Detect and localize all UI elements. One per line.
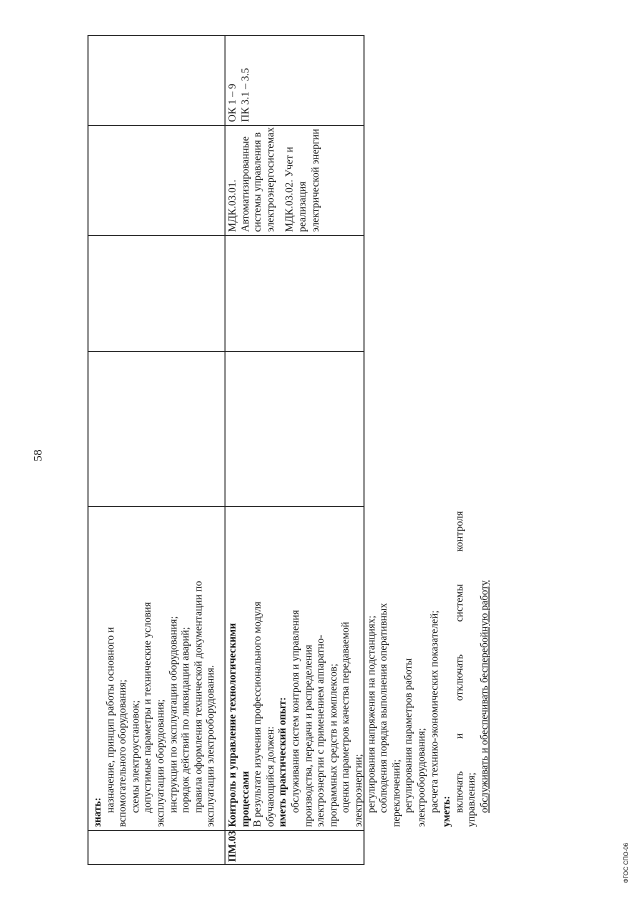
knowledge-line: порядок действий по ликвидации аварий; (180, 626, 192, 813)
skills-line: обслуживать и обеспечивать бесперебойную работу (478, 580, 490, 813)
experience-line: регулирования параметров работы (403, 658, 415, 813)
knowledge-line: эксплуатации электрооборудования. (205, 665, 217, 827)
skills-word: включать (453, 771, 465, 813)
knowledge-line: инструкции по эксплуатации оборудования; (167, 616, 179, 813)
row1-knowledge-cell (88, 507, 224, 831)
row2-competencies-cell (224, 34, 365, 126)
experience-heading: иметь практический опыт: (277, 697, 289, 827)
experience-line: электроэнергии; (352, 753, 364, 827)
footer-code: ФГОС СПО-06 (624, 842, 631, 884)
row2-mdk-cell (224, 126, 365, 236)
experience-line: оценки параметров качества передаваемой (340, 621, 352, 813)
mdk-line: МДК.03.01. (227, 179, 238, 232)
page-number: 58 (30, 449, 45, 462)
knowledge-line: назначение, принцип работы основного и (104, 626, 116, 813)
module-index: ПМ.03 (227, 830, 238, 862)
knowledge-line: схемы электроустановок; (129, 700, 141, 813)
column-divider (88, 351, 363, 352)
mdk-line: реализация (296, 181, 308, 232)
skills-line: управления; (466, 772, 478, 827)
skills-word: отключать (453, 654, 465, 701)
mdk-line: электроэнергосистемах (264, 127, 276, 232)
row2-module-description (224, 507, 490, 831)
knowledge-line: правила оформления технической документации по (192, 580, 204, 813)
knowledge-line: вспомогательного оборудования; (117, 679, 129, 827)
skills-word: системы (453, 584, 465, 622)
mdk-line: МДК.03.02. Учет и (284, 146, 296, 232)
mdk-line: электрической энергии (309, 128, 321, 232)
module-intro: обучающийся должен: (264, 726, 276, 827)
mdk-line: Автоматизированные (239, 136, 251, 232)
mdk-line: системы управления в (252, 132, 264, 232)
skills-heading: уметь: (441, 795, 453, 827)
experience-line: электроэнергии с применением аппаратно- (315, 634, 327, 827)
experience-line: соблюдения порядка выполнения оперативных (378, 603, 390, 813)
curriculum-table-body (87, 35, 490, 865)
module-title: процессами (239, 771, 251, 827)
experience-line: программных средств и комплексов; (327, 663, 339, 827)
knowledge-heading: знать: (92, 797, 103, 827)
experience-line: регулирования напряжения на подстанциях; (365, 615, 377, 813)
experience-line: расчета технико-экономических показателей; (428, 610, 440, 813)
experience-line: производства, передачи и распределения (302, 644, 314, 827)
experience-line: обслуживания систем контроля и управления (289, 609, 301, 813)
experience-line: переключений; (390, 759, 402, 827)
knowledge-line: допустимые параметры и технические условия (142, 602, 154, 813)
skills-word: и (453, 733, 465, 739)
skills-word: контроля (453, 511, 465, 552)
competency-line: ПК 3.1 – 3.5 (239, 68, 251, 122)
module-intro: В результате изучения профессионального модуля (252, 601, 264, 827)
knowledge-line: эксплуатации оборудования; (154, 699, 166, 827)
module-title: Контроль и управление технологическими (227, 623, 238, 827)
competency-line: ОК 1 – 9 (227, 83, 238, 122)
skills-line (454, 511, 467, 827)
curriculum-table (87, 35, 490, 865)
experience-line: электрооборудования; (415, 728, 427, 827)
